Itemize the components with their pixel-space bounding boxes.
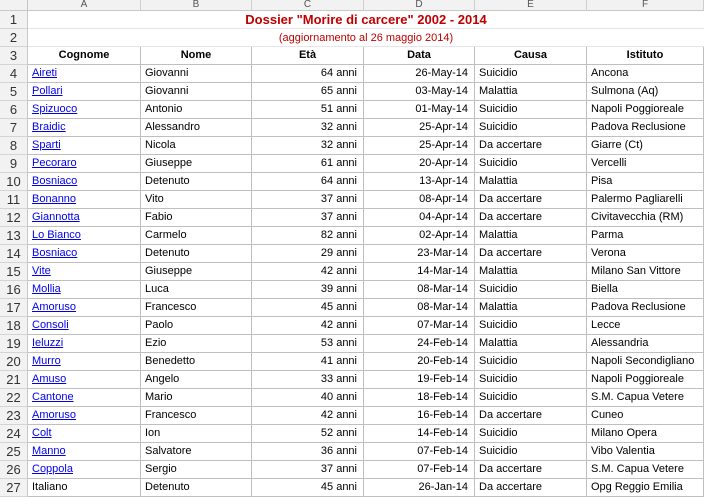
row-header[interactable]: 18 <box>0 317 28 335</box>
cell-eta[interactable]: 36 anni <box>252 443 364 461</box>
cell-istituto[interactable]: Napoli Secondigliano <box>587 353 704 371</box>
row-header[interactable]: 21 <box>0 371 28 389</box>
cell-cognome[interactable]: Murro <box>28 353 141 371</box>
row-header[interactable]: 17 <box>0 299 28 317</box>
cell-istituto[interactable]: Napoli Poggioreale <box>587 371 704 389</box>
cell-nome[interactable]: Detenuto <box>141 479 252 497</box>
cell-cognome[interactable]: Cantone <box>28 389 141 407</box>
table-row <box>0 443 704 461</box>
sheet-title[interactable]: Dossier "Morire di carcere" 2002 - 2014 <box>28 11 704 29</box>
cell-eta[interactable]: 40 anni <box>252 389 364 407</box>
table-row <box>0 371 704 389</box>
table-row <box>0 407 704 425</box>
cell-istituto[interactable]: Cuneo <box>587 407 704 425</box>
header-data[interactable]: Data <box>364 47 475 65</box>
table-row <box>0 83 704 101</box>
cell-causa[interactable]: Da accertare <box>475 137 587 155</box>
cell-causa[interactable]: Suicidio <box>475 371 587 389</box>
row-header[interactable]: 13 <box>0 227 28 245</box>
cell-istituto[interactable]: Parma <box>587 227 704 245</box>
cell-eta[interactable]: 64 anni <box>252 173 364 191</box>
table-row <box>0 245 704 263</box>
table-row <box>0 101 704 119</box>
header-nome[interactable]: Nome <box>141 47 252 65</box>
cell-eta[interactable]: 37 anni <box>252 209 364 227</box>
cell-eta[interactable]: 45 anni <box>252 479 364 497</box>
cell-nome[interactable]: Luca <box>141 281 252 299</box>
cell-istituto[interactable]: Milano San Vittore <box>587 263 704 281</box>
table-row <box>0 317 704 335</box>
cell-cognome[interactable]: Manno <box>28 443 141 461</box>
cell-nome[interactable]: Carmelo <box>141 227 252 245</box>
cell-causa[interactable]: Malattia <box>475 83 587 101</box>
row-header[interactable]: 26 <box>0 461 28 479</box>
cell-nome[interactable]: Vito <box>141 191 252 209</box>
table-row <box>0 335 704 353</box>
row-header[interactable]: 14 <box>0 245 28 263</box>
cell-eta[interactable]: 32 anni <box>252 137 364 155</box>
cell-cognome[interactable]: Bosniaco <box>28 245 141 263</box>
cell-nome[interactable]: Ion <box>141 425 252 443</box>
cell-eta[interactable]: 42 anni <box>252 317 364 335</box>
table-row <box>0 173 704 191</box>
cell-data[interactable]: 25-Apr-14 <box>364 119 475 137</box>
cell-istituto[interactable]: Ancona <box>587 65 704 83</box>
cell-istituto[interactable]: Biella <box>587 281 704 299</box>
cell-nome[interactable]: Salvatore <box>141 443 252 461</box>
cell-istituto[interactable]: Giarre (Ct) <box>587 137 704 155</box>
cell-data[interactable]: 04-Apr-14 <box>364 209 475 227</box>
table-row <box>0 425 704 443</box>
cell-cognome[interactable]: Colt <box>28 425 141 443</box>
cell-causa[interactable]: Da accertare <box>475 461 587 479</box>
cell-istituto[interactable]: Vibo Valentia <box>587 443 704 461</box>
cell-cognome[interactable]: Giannotta <box>28 209 141 227</box>
row-header[interactable]: 8 <box>0 137 28 155</box>
sheet-subtitle[interactable]: (aggiornamento al 26 maggio 2014) <box>28 29 704 47</box>
cell-cognome[interactable]: Amuso <box>28 371 141 389</box>
cell-cognome[interactable]: Aireti <box>28 65 141 83</box>
cell-istituto[interactable]: Padova Reclusione <box>587 299 704 317</box>
header-cognome[interactable]: Cognome <box>28 47 141 65</box>
row-header[interactable]: 4 <box>0 65 28 83</box>
cell-data[interactable]: 23-Mar-14 <box>364 245 475 263</box>
cell-causa[interactable]: Da accertare <box>475 191 587 209</box>
cell-data[interactable]: 07-Feb-14 <box>364 461 475 479</box>
cell-causa[interactable]: Malattia <box>475 227 587 245</box>
cell-eta[interactable]: 61 anni <box>252 155 364 173</box>
cell-istituto[interactable]: S.M. Capua Vetere <box>587 461 704 479</box>
row-header[interactable]: 23 <box>0 407 28 425</box>
cell-nome[interactable]: Sergio <box>141 461 252 479</box>
cell-nome[interactable]: Francesco <box>141 407 252 425</box>
cell-eta[interactable]: 41 anni <box>252 353 364 371</box>
cell-eta[interactable]: 33 anni <box>252 371 364 389</box>
cell-data[interactable]: 03-May-14 <box>364 83 475 101</box>
cell-data[interactable]: 14-Mar-14 <box>364 263 475 281</box>
cell-cognome[interactable]: Coppola <box>28 461 141 479</box>
cell-eta[interactable]: 45 anni <box>252 299 364 317</box>
table-row <box>0 119 704 137</box>
cell-causa[interactable]: Suicidio <box>475 65 587 83</box>
row-header[interactable]: 16 <box>0 281 28 299</box>
cell-eta[interactable]: 37 anni <box>252 191 364 209</box>
cell-eta[interactable]: 32 anni <box>252 119 364 137</box>
cell-cognome[interactable]: Vite <box>28 263 141 281</box>
cell-eta[interactable]: 29 anni <box>252 245 364 263</box>
cell-cognome[interactable]: Consoli <box>28 317 141 335</box>
cell-nome[interactable]: Giovanni <box>141 83 252 101</box>
header-causa[interactable]: Causa <box>475 47 587 65</box>
cell-cognome[interactable]: Amoruso <box>28 407 141 425</box>
cell-data[interactable]: 07-Feb-14 <box>364 443 475 461</box>
cell-data[interactable]: 25-Apr-14 <box>364 137 475 155</box>
cell-cognome[interactable]: Lo Bianco <box>28 227 141 245</box>
cell-cognome[interactable]: Pollari <box>28 83 141 101</box>
cell-data[interactable]: 18-Feb-14 <box>364 389 475 407</box>
cell-nome[interactable]: Angelo <box>141 371 252 389</box>
cell-causa[interactable]: Suicidio <box>475 389 587 407</box>
cell-causa[interactable]: Suicidio <box>475 443 587 461</box>
cell-cognome[interactable]: Mollia <box>28 281 141 299</box>
cell-istituto[interactable]: Vercelli <box>587 155 704 173</box>
cell-data[interactable]: 08-Mar-14 <box>364 281 475 299</box>
cell-causa[interactable]: Suicidio <box>475 317 587 335</box>
row-2 <box>0 29 704 47</box>
cell-istituto[interactable]: Alessandria <box>587 335 704 353</box>
cell-eta[interactable]: 64 anni <box>252 65 364 83</box>
cell-cognome[interactable]: Spizuoco <box>28 101 141 119</box>
cell-istituto[interactable]: Civitavecchia (RM) <box>587 209 704 227</box>
cell-nome[interactable]: Fabio <box>141 209 252 227</box>
cell-data[interactable]: 01-May-14 <box>364 101 475 119</box>
cell-nome[interactable]: Ezio <box>141 335 252 353</box>
cell-istituto[interactable]: Padova Reclusione <box>587 119 704 137</box>
cell-eta[interactable]: 53 anni <box>252 335 364 353</box>
cell-causa[interactable]: Suicidio <box>475 425 587 443</box>
row-header[interactable]: 27 <box>0 479 28 497</box>
table-row <box>0 299 704 317</box>
cell-data[interactable]: 26-Jan-14 <box>364 479 475 497</box>
cell-nome[interactable]: Detenuto <box>141 173 252 191</box>
cell-cognome[interactable]: Bonanno <box>28 191 141 209</box>
cell-nome[interactable]: Giuseppe <box>141 263 252 281</box>
cell-data[interactable]: 20-Apr-14 <box>364 155 475 173</box>
row-header[interactable]: 1 <box>0 11 28 29</box>
cell-cognome[interactable]: Ieluzzi <box>28 335 141 353</box>
cell-cognome[interactable]: Bosniaco <box>28 173 141 191</box>
cell-eta[interactable]: 42 anni <box>252 407 364 425</box>
cell-cognome[interactable]: Braidic <box>28 119 141 137</box>
row-header[interactable]: 10 <box>0 173 28 191</box>
cell-causa[interactable]: Da accertare <box>475 407 587 425</box>
table-row <box>0 227 704 245</box>
cell-cognome[interactable]: Sparti <box>28 137 141 155</box>
cell-data[interactable]: 24-Feb-14 <box>364 335 475 353</box>
cell-eta[interactable]: 37 anni <box>252 461 364 479</box>
row-header[interactable]: 24 <box>0 425 28 443</box>
cell-data[interactable]: 16-Feb-14 <box>364 407 475 425</box>
cell-istituto[interactable]: Opg Reggio Emilia <box>587 479 704 497</box>
cell-nome[interactable]: Giuseppe <box>141 155 252 173</box>
column-header-c[interactable]: C <box>252 0 364 10</box>
table-row <box>0 155 704 173</box>
row-header[interactable]: 3 <box>0 47 28 65</box>
column-header-b[interactable]: B <box>141 0 252 10</box>
cell-causa[interactable]: Suicidio <box>475 101 587 119</box>
column-headers <box>0 0 704 11</box>
data-rows <box>0 65 704 497</box>
cell-nome[interactable]: Francesco <box>141 299 252 317</box>
cell-eta[interactable]: 82 anni <box>252 227 364 245</box>
cell-eta[interactable]: 42 anni <box>252 263 364 281</box>
table-row <box>0 281 704 299</box>
cell-causa[interactable]: Da accertare <box>475 209 587 227</box>
cell-nome[interactable]: Alessandro <box>141 119 252 137</box>
cell-data[interactable]: 08-Apr-14 <box>364 191 475 209</box>
cell-cognome[interactable]: Pecoraro <box>28 155 141 173</box>
row-header[interactable]: 15 <box>0 263 28 281</box>
table-row <box>0 461 704 479</box>
cell-data[interactable]: 20-Feb-14 <box>364 353 475 371</box>
cell-nome[interactable]: Benedetto <box>141 353 252 371</box>
row-3 <box>0 47 704 65</box>
table-row <box>0 65 704 83</box>
column-header-d[interactable]: D <box>364 0 475 10</box>
cell-istituto[interactable]: Palermo Pagliarelli <box>587 191 704 209</box>
row-header[interactable]: 6 <box>0 101 28 119</box>
cell-eta[interactable]: 39 anni <box>252 281 364 299</box>
cell-nome[interactable]: Mario <box>141 389 252 407</box>
table-row <box>0 353 704 371</box>
header-istituto[interactable]: Istituto <box>587 47 704 65</box>
cell-nome[interactable]: Paolo <box>141 317 252 335</box>
cell-data[interactable]: 19-Feb-14 <box>364 371 475 389</box>
cell-causa[interactable]: Suicidio <box>475 353 587 371</box>
table-row <box>0 479 704 497</box>
cell-nome[interactable]: Giovanni <box>141 65 252 83</box>
table-row <box>0 137 704 155</box>
cell-nome[interactable]: Detenuto <box>141 245 252 263</box>
header-eta[interactable]: Età <box>252 47 364 65</box>
cell-data[interactable]: 26-May-14 <box>364 65 475 83</box>
row-header[interactable]: 7 <box>0 119 28 137</box>
table-row <box>0 389 704 407</box>
cell-cognome[interactable]: Amoruso <box>28 299 141 317</box>
cell-nome[interactable]: Nicola <box>141 137 252 155</box>
column-header-a[interactable]: A <box>28 0 141 10</box>
cell-istituto[interactable]: Lecce <box>587 317 704 335</box>
cell-istituto[interactable]: Napoli Poggioreale <box>587 101 704 119</box>
cell-data[interactable]: 08-Mar-14 <box>364 299 475 317</box>
cell-causa[interactable]: Suicidio <box>475 281 587 299</box>
cell-data[interactable]: 02-Apr-14 <box>364 227 475 245</box>
cell-causa[interactable]: Da accertare <box>475 479 587 497</box>
row-header[interactable]: 11 <box>0 191 28 209</box>
cell-istituto[interactable]: Verona <box>587 245 704 263</box>
row-header[interactable]: 19 <box>0 335 28 353</box>
cell-data[interactable]: 13-Apr-14 <box>364 173 475 191</box>
cell-data[interactable]: 07-Mar-14 <box>364 317 475 335</box>
cell-causa[interactable]: Malattia <box>475 335 587 353</box>
cell-istituto[interactable]: S.M. Capua Vetere <box>587 389 704 407</box>
cell-eta[interactable]: 65 anni <box>252 83 364 101</box>
row-header[interactable]: 25 <box>0 443 28 461</box>
row-header[interactable]: 2 <box>0 29 28 47</box>
table-row <box>0 209 704 227</box>
column-header-e[interactable]: E <box>475 0 587 10</box>
row-header[interactable]: 20 <box>0 353 28 371</box>
cell-causa[interactable]: Da accertare <box>475 245 587 263</box>
cell-data[interactable]: 14-Feb-14 <box>364 425 475 443</box>
select-all-corner[interactable] <box>0 0 28 10</box>
row-header[interactable]: 12 <box>0 209 28 227</box>
cell-eta[interactable]: 51 anni <box>252 101 364 119</box>
table-row <box>0 191 704 209</box>
cell-eta[interactable]: 52 anni <box>252 425 364 443</box>
cell-causa[interactable]: Suicidio <box>475 155 587 173</box>
cell-causa[interactable]: Malattia <box>475 173 587 191</box>
row-1 <box>0 11 704 29</box>
cell-causa[interactable]: Malattia <box>475 299 587 317</box>
cell-causa[interactable]: Suicidio <box>475 119 587 137</box>
row-header[interactable]: 9 <box>0 155 28 173</box>
cell-istituto[interactable]: Pisa <box>587 173 704 191</box>
row-header[interactable]: 22 <box>0 389 28 407</box>
cell-istituto[interactable]: Milano Opera <box>587 425 704 443</box>
table-row <box>0 263 704 281</box>
cell-istituto[interactable]: Sulmona (Aq) <box>587 83 704 101</box>
cell-causa[interactable]: Malattia <box>475 263 587 281</box>
row-header[interactable]: 5 <box>0 83 28 101</box>
cell-cognome[interactable]: Italiano <box>28 479 141 497</box>
column-header-f[interactable]: F <box>587 0 704 10</box>
cell-nome[interactable]: Antonio <box>141 101 252 119</box>
